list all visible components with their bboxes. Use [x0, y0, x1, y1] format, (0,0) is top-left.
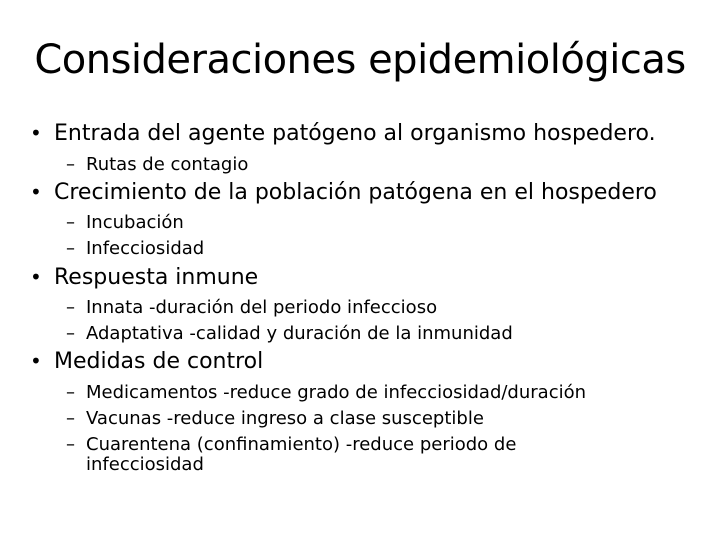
sub-item-label: Innata -duración del periodo infeccioso	[86, 297, 438, 318]
bullet-label: Medidas de control	[54, 349, 264, 374]
sub-item-innata	[66, 298, 437, 318]
bullet-label: Entrada del agente patógeno al organismo hospedero.	[54, 121, 656, 146]
sub-item-cuarentena-continuation: infecciosidad	[86, 454, 204, 475]
sub-item-label: Infecciosidad	[86, 238, 205, 259]
sub-item-infecciosidad	[66, 239, 204, 259]
bullet-item-crecimiento	[30, 181, 657, 205]
bullet-item-respuesta	[30, 266, 258, 290]
dash-icon: –	[66, 297, 75, 318]
sub-item-label: Cuarentena (confinamiento) -reduce periodo de	[86, 434, 517, 455]
sub-item-label: Incubación	[86, 212, 184, 233]
dash-icon: –	[66, 408, 75, 429]
bullet-icon: •	[30, 265, 42, 289]
dash-icon: –	[66, 154, 75, 175]
slide-title: Consideraciones epidemiológicas	[34, 37, 686, 83]
bullet-icon: •	[30, 349, 42, 373]
bullet-label: Crecimiento de la población patógena en el hospedero	[54, 180, 657, 205]
dash-icon: –	[66, 212, 75, 233]
sub-item-label: Medicamentos -reduce grado de infecciosidad/duración	[86, 382, 587, 403]
bullet-item-medidas	[30, 350, 263, 374]
dash-icon: –	[66, 434, 75, 455]
sub-item-rutas	[66, 155, 248, 175]
sub-item-label: Rutas de contagio	[86, 154, 249, 175]
bullet-label: Respuesta inmune	[54, 265, 259, 290]
sub-item-label: Vacunas -reduce ingreso a clase susceptible	[86, 408, 484, 429]
sub-item-medicamentos	[66, 383, 586, 403]
sub-item-adaptativa	[66, 324, 513, 344]
dash-icon: –	[66, 382, 75, 403]
bullet-icon: •	[30, 121, 42, 145]
sub-item-incubacion	[66, 213, 184, 233]
sub-item-vacunas	[66, 409, 484, 429]
sub-item-cuarentena	[66, 435, 516, 455]
dash-icon: –	[66, 323, 75, 344]
bullet-icon: •	[30, 180, 42, 204]
sub-item-label: Adaptativa -calidad y duración de la inmunidad	[86, 323, 513, 344]
dash-icon: –	[66, 238, 75, 259]
bullet-item-entrada	[30, 122, 656, 146]
